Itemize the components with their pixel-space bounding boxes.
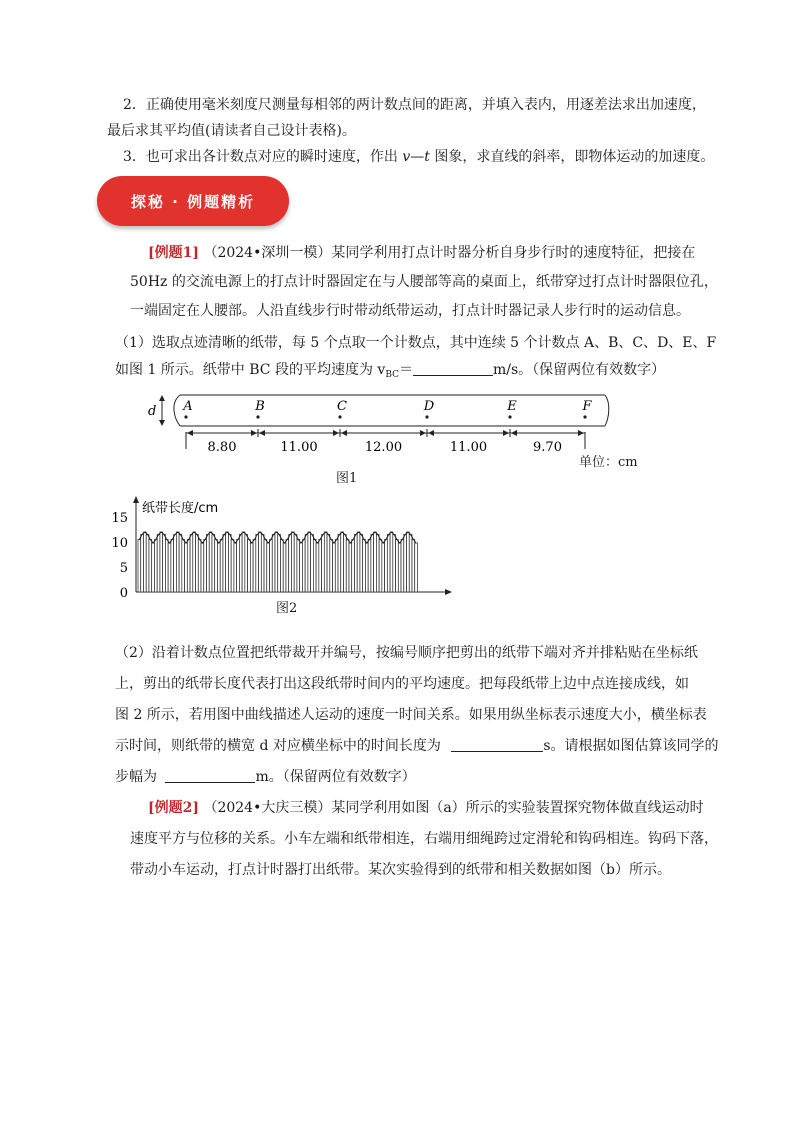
tape-strip-bar [330,540,333,593]
tape-point-label: F [582,399,592,414]
tape-distance-label: 12.00 [364,440,403,455]
section-banner [97,176,289,226]
tape-distance-label: 9.70 [533,440,562,455]
example2-line-2: 速度平方与位移的关系。小车左端和纸带相连，右端用细绳跨过定滑轮和钩码相连。钩码下落， [130,831,718,847]
example1-q2-line-3: 图 2 所示，若用图中曲线描述人运动的速度一时间关系。如果用纵坐标表示速度大小，横坐标表 [115,707,707,723]
tape-strip-bar [217,543,220,592]
tape-dot [508,415,511,418]
figure2-ylabel: 纸带长度/cm [142,501,219,516]
tape-strip-bar [308,532,311,592]
tape-strip-bar [187,540,190,593]
tape-strip-bar [253,540,256,593]
tape-strip-bar [193,532,196,592]
tape-strip-bar [256,535,259,593]
tape-strip-bar [264,540,267,593]
tape-strip-bar [360,535,363,593]
tape-strip-bar [223,535,226,593]
figure2-caption: 图2 [276,601,298,616]
tape-strip-bar [349,543,352,592]
tape-strip-bar [379,540,382,593]
tape-strip-bar [141,535,144,593]
y-tick-label: 0 [119,586,128,601]
tape-strip-bar [163,535,166,593]
tape-strip-bar [286,540,289,593]
tape-strip-bar [272,535,275,593]
tape-strip-bar [168,543,171,592]
tape-strip-bar [313,540,316,593]
tape-strip-bar [333,543,336,592]
tape-strip-bar [352,540,355,593]
tape-distance-label: 11.00 [449,440,488,455]
tape-strip-bar [404,535,407,593]
example2-line-1: [例题2] （2024•大庆三模）某同学利用如图（a）所示的实验装置探究物体做直线运动时 [148,800,704,816]
tape-strip-bar [344,535,347,593]
tape-dot [425,415,428,418]
answer-blank-time[interactable] [451,737,543,752]
tape-strip-bar [335,540,338,593]
tape-strip-bar [363,540,366,593]
tape-strip-bar [319,540,322,593]
tape-strip-bar [190,535,193,593]
tape-strip-bar [215,540,218,593]
tape-strip-bar [302,540,305,593]
tape-strip-bar [327,535,330,593]
tape-strip-bar [261,535,264,593]
example2-tag: [例题2] [148,800,199,816]
tape-strip-bar [341,532,344,592]
tape-strip-bar [407,532,410,592]
tape-dot [184,415,187,418]
tape-strip-bar [415,543,418,592]
example1-q2-line-5: 步幅为 m。（保留两位有效数字） [115,769,416,785]
tape-strip-bar [196,535,199,593]
tape-strip-bar [382,543,385,592]
figure1-unit: 单位：cm [579,455,638,470]
tape-strip-bar [275,532,278,592]
tape-strip-bar [239,535,242,593]
tape-strip-bar [305,535,308,593]
tape-dot [583,415,586,418]
tape-strip-bar [371,535,374,593]
tape-point-label: B [255,399,265,414]
tape-strip-bar [179,535,182,593]
tape-strip-bar [242,532,245,592]
tape-strip-bar [143,532,146,592]
tape-strip-bar [174,535,177,593]
tape-strip-bar [311,535,314,593]
figure1-caption: 图1 [336,471,358,486]
tape-strip-bar [357,532,360,592]
tape-strip-bar [267,543,270,592]
tape-strip-bar [398,543,401,592]
tape-strip-bar [220,540,223,593]
tape-dot [256,415,259,418]
tape-strip-bar [234,543,237,592]
tape-strip-bar [226,532,229,592]
intro-line-2: 最后求其平均值(请读者自己设计表格)。 [107,123,356,139]
example1-q1-line-1: （1）选取点迹清晰的纸带，每 5 个点取一个计数点，其中连续 5 个计数点 A、B、C、D、E、F [115,335,717,351]
tape-strip-bar [160,532,163,592]
example1-line-1: [例题1] （2024•深圳一模）某同学利用打点计时器分析自身步行时的速度特征，把接在 [148,245,696,261]
answer-blank-vbc[interactable] [413,361,493,376]
tape-strip-bar [201,543,204,592]
tape-strip-bar [291,532,294,592]
tape-strip-bar [204,540,207,593]
section-banner-label: 探秘 · 例题精析 [130,193,256,211]
tape-strip-bar [412,540,415,593]
tape-strip-bar [149,540,152,593]
tape-point-label: A [183,399,193,414]
tape-left-end [174,395,180,426]
tape-point-label: E [507,399,517,414]
tape-strip-bar [300,543,303,592]
tape-right-end [605,395,609,426]
tape-strip-bar [396,540,399,593]
tape-strip-bar [289,535,292,593]
tape-distance-label: 8.80 [207,440,237,455]
tape-strip-bar [259,532,262,592]
y-tick-label: 15 [111,511,128,526]
tape-strip-bar [294,535,297,593]
tape-strip-bar [322,535,325,593]
tape-strip-bar [385,540,388,593]
example1-q1-line-2: 如图 1 所示。纸带中 BC 段的平均速度为 $v_{BC}= m/s$。（保留两位有效数字） [115,362,666,380]
tape-strip-bar [212,535,215,593]
tape-strip-bar [228,535,231,593]
tape-strip-bar [338,535,341,593]
tape-strip-bar [152,543,155,592]
tape-strip-bar [278,535,281,593]
tape-strip-bar [207,535,210,593]
tape-strip-bar [354,535,357,593]
intro-line-3: 3．也可求出各计数点对应的瞬时速度，作出 v—t 图象，求直线的斜率，即物体运动的加速度。 [123,149,715,165]
d-label: d [148,404,157,419]
tape-dot [338,415,341,418]
tape-strip-bar [250,543,253,592]
tape-strip-bar [390,532,393,592]
tape-strip-bar [231,540,234,593]
tape-strip-bar [176,532,179,592]
tape-strip-bar [245,535,248,593]
tape-strip-bar [198,540,201,593]
tape-strip-bar [154,540,157,593]
example1-q2-line-4: 示时间，则纸带的横宽 d 对应横坐标中的时间长度为 s。请根据如图估算该同学的 [115,738,719,754]
tape-strip-bar [368,540,371,593]
tape-point-label: C [337,399,347,414]
tape-strip-bar [185,543,188,592]
example1-tag: [例题1] [148,245,199,261]
tape-strip-bar [409,535,412,593]
tape-strip-bar [316,543,319,592]
tape-strip-bar [248,540,251,593]
example2-line-3: 带动小车运动，打点计时器打出纸带。某次实验得到的纸带和相关数据如图（b）所示。 [130,862,671,878]
example1-line-3: 一端固定在人腰部。人沿直线步行时带动纸带运动，打点计时器记录人步行时的运动信息。 [130,303,690,319]
tape-strip-bar [393,535,396,593]
tape-strip-bar [138,540,141,593]
tape-strip-bar [209,532,212,592]
tape-strip-bar [171,540,174,593]
intro-line-1: 2．正确使用毫米刻度尺测量每相邻的两计数点间的距离，并填入表内，用逐差法求出加速度， [123,97,706,113]
tape-strip-bar [146,535,149,593]
tape-strip-bar [237,540,240,593]
tape-strip-bar [387,535,390,593]
tape-strip-bar [283,543,286,592]
tape-strip-bar [280,540,283,593]
tape-strip-bar [365,543,368,592]
tape-strip-bar [324,532,327,592]
example1-line-2: 50Hz 的交流电源上的打点计时器固定在与人腰部等高的桌面上，纸带穿过打点计时器限位孔， [130,274,718,290]
tape-strip-bar [157,535,160,593]
answer-blank-stride[interactable] [165,768,255,783]
tape-distance-label: 11.00 [280,440,318,455]
tape-strip-bar [374,532,377,592]
tape-strip-bar [376,535,379,593]
tape-strip-bar [297,540,300,593]
tape-point-label: D [423,399,435,414]
example1-q2-line-2: 上，剪出的纸带长度代表打出这段纸带时间内的平均速度。把每段纸带上边中点连接成线，如 [115,676,689,692]
example1-q2-line-1: （2）沿着计数点位置把纸带裁开并编号，按编号顺序把剪出的纸带下端对齐并排粘贴在坐标纸 [115,645,698,661]
tape-strip-bar [270,540,273,593]
y-tick-label: 5 [119,561,128,576]
y-tick-label: 10 [111,536,128,551]
tape-strip-bar [401,540,404,593]
tape-strip-bar [165,540,168,593]
tape-strip-bar [182,540,185,593]
tape-strip-bar [346,540,349,593]
